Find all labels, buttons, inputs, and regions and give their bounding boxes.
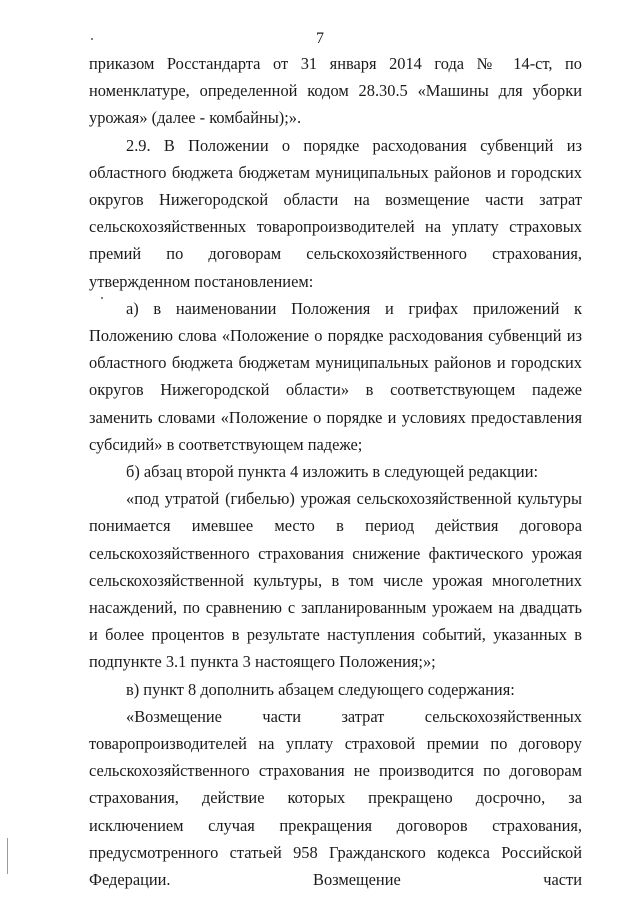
- paragraph-item-2-9: 2.9. В Положении о порядке расходования субвенций из областного бюджета бюджетам муниципальных районов и городских округов Нижегородской области на возмещение части затрат сельскохозяйственных товаропроизводителей на уплату страховых премий по договорам сельскохозяйственного страхования, утвержденном постановлением:: [89, 135, 582, 291]
- page-number: 7: [316, 30, 324, 47]
- scan-edge-mark: [7, 838, 8, 874]
- scan-speck: [101, 297, 103, 299]
- document-body: [89, 50, 582, 893]
- paragraph-continuation: приказом Росстандарта от 31 января 2014 года № 14-ст, по номенклатуре, определенной кодом 28.30.5 «Машины для уборки урожая» (далее - комбайны);».: [89, 54, 582, 128]
- scan-speck: [91, 38, 93, 40]
- paragraph-quoted-definition: «под утратой (гибелью) урожая сельскохозяйственной культуры понимается имевшее место в период действия договора сельскохозяйственного страхования снижение фактического урожая сельскохозяйственной культуры, в том числе урожая многолетних насаждений, по сравнению с запланированным урожаем на двадцать и более процентов в результате наступления событий, указанных в подпункте 3.1 пункта 3 настоящего Положения;»;: [89, 489, 582, 672]
- paragraph-subitem-a: а) в наименовании Положения и грифах приложений к Положению слова «Положение о порядке расходования субвенций из областного бюджета бюджетам муниципальных районов и городских округов Нижегородской области» в соответствующем падеже заменить словами «Положение о порядке и условиях предоставления субсидий» в соответствующем падеже;: [89, 298, 582, 454]
- paragraph-quoted-addition: «Возмещение части затрат сельскохозяйственных товаропроизводителей на уплату страховой премии по договору сельскохозяйственного страхования не производится по договорам страхования, действие которых прекращено досрочно, за исключением случая прекращения договоров страхования, предусмотренного статьей 958 Гражданского кодекса Российской Федерации. Возмещение части: [89, 706, 582, 890]
- paragraph-subitem-v: в) пункт 8 дополнить абзацем следующего содержания:: [126, 679, 515, 699]
- paragraph-subitem-b: б) абзац второй пункта 4 изложить в следующей редакции:: [126, 462, 539, 482]
